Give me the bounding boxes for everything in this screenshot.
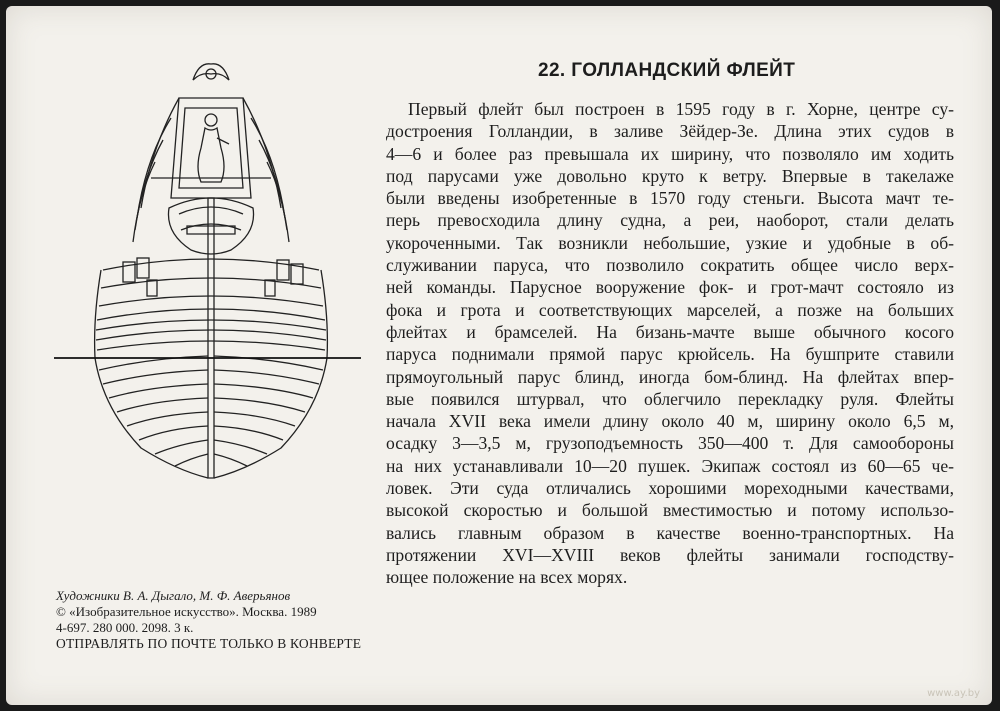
text-line: достроения Голландии, в заливе Зёйдер-Зе. Длина этих судов в — [386, 121, 954, 142]
text-line: фока и грота и соответствующих марселей, а позже на больших — [386, 299, 954, 320]
catalog-number: 4-697. 280 000. 2098. 3 к. — [56, 620, 194, 635]
text-line: ловек. Эти суда отличались хорошими мореходными качествами, — [386, 478, 954, 499]
text-line: начала XVII века имели длину около 40 м, ширину около 6,5 м, — [386, 411, 954, 432]
text-line: ющее положение на всех морях. — [386, 567, 628, 588]
text-line: были введены изобретенные в 1570 году стеньги. Высота мачт те- — [386, 188, 954, 209]
text-line: вались главным образом в качестве военно-транспортных. На — [386, 522, 954, 543]
text-line: паруса поднимали прямой парус крюйсель. На бушприте ставили — [386, 344, 954, 365]
text-line: служивании паруса, что позволило сократить общее число верх- — [386, 255, 954, 276]
text-line: прямоугольный парус блинд, иногда бом-блинд. На флейтах впер- — [386, 366, 954, 387]
text-line: под парусами уже довольно круто к ветру. Впервые в такелаже — [386, 165, 954, 186]
text-line: Первый флейт был построен в 1595 году в г. Хорне, центре су- — [408, 99, 954, 119]
card-title: 22. ГОЛЛАНДСКИЙ ФЛЕЙТ — [538, 60, 796, 81]
text-line: 4—6 и более раз превышала их ширину, что позволяло им ходить — [386, 143, 954, 164]
artists-credit: Художники В. А. Дыгало, М. Ф. Аверьянов — [56, 588, 291, 603]
text-line: ней команды. Парусное вооружение фок- и грот-мачт состояло из — [386, 277, 954, 298]
text-line: высокой скоростью и большой вместимостью и потому использо- — [386, 500, 954, 521]
text-line: перь превосходила длину судна, а реи, наоборот, стали делать — [386, 210, 954, 231]
site-watermark: www.ay.by — [927, 688, 980, 699]
text-line: флейтах и брамселей. На бизань-мачте выше обычного косого — [386, 321, 954, 342]
publisher-credit: © «Изобразительное искусство». Москва. 1989 — [56, 604, 317, 619]
text-line: вые появился штурвал, что облегчило перекладку руля. Флейты — [386, 388, 954, 409]
description-text — [386, 98, 954, 589]
text-line: осадку 3—3,5 м, грузоподъемность 350—400 т. Для самообороны — [386, 433, 954, 454]
postcard — [6, 6, 992, 705]
text-line: на них устанавливали 10—20 пушек. Экипаж состоял из 60—65 че- — [386, 455, 954, 476]
mailing-notice: ОТПРАВЛЯТЬ ПО ПОЧТЕ ТОЛЬКО В КОНВЕРТЕ — [56, 636, 362, 651]
text-line: протяжении XVI—XVIII веков флейты занимали господству- — [386, 544, 954, 565]
credits-block — [56, 588, 361, 652]
text-line: укороченными. Так возникли небольшие, узкие и удобные в об- — [386, 232, 954, 253]
ship-stern-illustration — [51, 58, 366, 488]
